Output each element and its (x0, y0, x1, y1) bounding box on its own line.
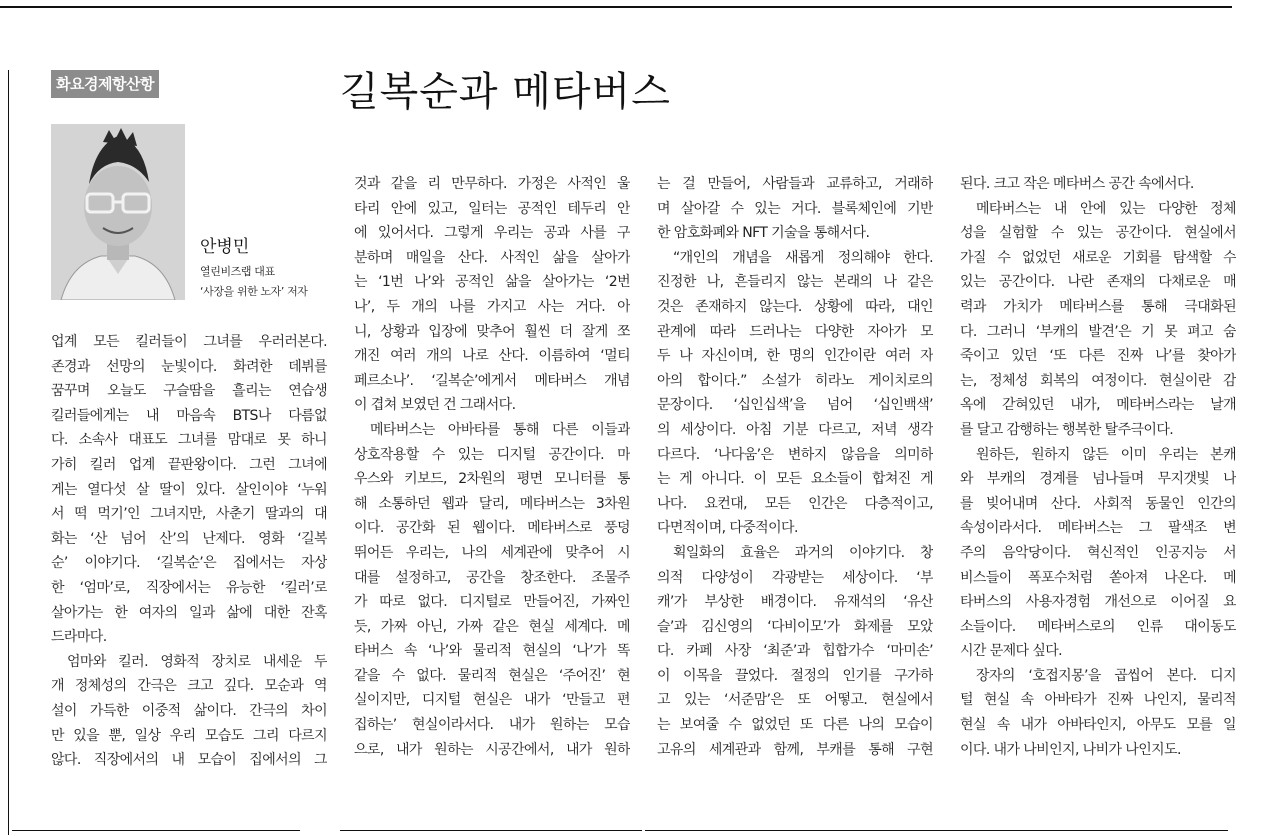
text-line: 획일화의 효율은 과거의 이야기다. 창 (673, 544, 933, 561)
text-line: 는 걸 만들어, 사람들과 교류하고, 거래하 (657, 176, 933, 192)
text-line: 으로, 내가 원하는 시공간에서, 내가 원하 (354, 741, 630, 758)
text-line: 력과 가치가 메타버스를 통해 극대화된 (960, 298, 1236, 315)
text-line: 는, 정체성 회복의 여정이다. 현실이란 감 (960, 372, 1236, 389)
text-line: 를 달고 감행하는 행복한 탈주극이다. (960, 421, 1174, 438)
text-line: 며 살아갈 수 있는 거다. 블록체인에 기반 (657, 200, 933, 217)
text-line: 서 떡 먹기’인 그녀지만, 사춘기 딸과의 대 (51, 506, 327, 523)
text-line: 성을 실험할 수 있는 공간이다. 현실에서 (960, 225, 1236, 242)
text-line: 해 소통하던 웹과 달리, 메타버스는 3차원 (354, 495, 630, 512)
text-line: 화는 ‘산 넘어 산’의 난제다. 영화 ‘길복 (51, 530, 327, 547)
text-line: 옥에 갇혀있던 내가, 메타버스라는 날개 (960, 397, 1236, 414)
text-line: 드라마다. (51, 629, 107, 646)
article-column-2 (354, 172, 630, 762)
bottom-divider-1 (12, 830, 300, 831)
text-line: 설이 가득한 이중적 삶이다. 간극의 차이 (51, 702, 327, 719)
text-line: 소들이다. 메타버스로의 인류 대이동도 (960, 618, 1236, 635)
text-line: 타버스 속 ‘나’와 물리적 현실의 ‘나’가 똑 (354, 643, 630, 660)
bottom-divider-4 (950, 830, 1228, 831)
author-portrait-icon (51, 124, 185, 300)
text-line: 슬’과 김신영의 ‘다비이모’가 화제를 모았 (657, 618, 933, 635)
article-column-1 (51, 330, 327, 773)
text-line: 업계 모든 킬러들이 그녀를 우러러본다. (51, 334, 327, 350)
text-line: 다르다. ‘나다움’은 변하지 않음을 의미하 (657, 446, 933, 463)
text-line: 이 겹쳐 보였던 건 그래서다. (354, 397, 516, 414)
text-line: 꿈꾸며 오늘도 구슬땀을 흘리는 연습생 (51, 383, 327, 400)
author-book: ‘사장을 위한 노자’ 저자 (200, 285, 308, 298)
text-line: 문장이다. ‘십인십색’을 넘어 ‘십인백색’ (657, 397, 933, 414)
text-line: 고유의 세계관과 함께, 부캐를 통해 구현 (657, 741, 933, 758)
text-line: 대를 설정하고, 공간을 창조한다. 조물주 (354, 569, 630, 586)
section-tag: 화요경제항산항심 (51, 70, 159, 98)
text-line: 와 부캐의 경계를 넘나들며 무지갯빛 나 (960, 471, 1236, 488)
text-line: 관계에 따라 드러나는 다양한 자아가 모 (657, 323, 933, 340)
text-line: 에 있어서다. 그렇게 우리는 공과 사를 구 (354, 225, 630, 242)
text-line: 한 암호화폐와 NFT 기술을 통해서다. (657, 225, 870, 242)
text-line: 킬러들에게는 내 마음속 BTS나 다름없 (51, 407, 327, 424)
article-column-3 (657, 172, 933, 762)
text-line: 속성이라서다. 메타버스는 그 팔색조 변 (960, 520, 1236, 537)
text-line: 이다. 공간화 된 웹이다. 메타버스로 풍덩 (354, 520, 630, 537)
text-line: 나’, 두 개의 나를 가지고 사는 거다. 아 (354, 298, 630, 315)
text-line: 이 이목을 끌었다. 절정의 인기를 구가하 (657, 667, 933, 684)
text-line: 개 정체성의 간극은 크고 깊다. 모순과 역 (51, 678, 327, 695)
text-line: 듯, 가짜 아닌, 가짜 같은 현실 세계다. 메 (354, 618, 630, 635)
text-line: 실이지만, 디지털 현실은 내가 ‘만들고 편 (354, 692, 630, 709)
author-photo (51, 124, 185, 300)
text-line: 다면적이며, 다중적이다. (657, 520, 798, 537)
text-line: 죽이고 있던 ‘또 다른 진짜 나’를 찾아가 (960, 348, 1236, 365)
text-line: 시간 문제다 싶다. (960, 643, 1063, 660)
left-divider (8, 70, 9, 835)
text-line: 원하든, 원하지 않든 이미 우리는 본캐 (976, 446, 1236, 463)
text-line: 비스들이 폭포수처럼 쏟아져 나온다. 메 (960, 569, 1236, 586)
text-line: 가 따로 없다. 디지털로 만들어진, 가짜인 (354, 594, 630, 611)
article-column-4 (960, 172, 1236, 762)
text-line: 다. 그러니 ‘부캐의 발견’은 기 못 펴고 숨 (960, 323, 1236, 340)
text-line: 를 빚어내며 산다. 사회적 동물인 인간의 (960, 495, 1236, 512)
text-line: 는 보여줄 수 없었던 또 다른 나의 모습이 (657, 717, 933, 734)
text-line: 장자의 ‘호접지몽’을 곱씹어 본다. 디지 (976, 667, 1236, 684)
text-line: 는 게 아니다. 이 모든 요소들이 합쳐진 게 (657, 471, 933, 488)
text-line: 것과 같을 리 만무하다. 가정은 사적인 울 (354, 176, 630, 192)
text-line: 우스와 키보드, 2차원의 평면 모니터를 통 (354, 471, 630, 488)
text-line: 살아가는 한 여자의 일과 삶에 대한 잔혹 (51, 604, 327, 621)
text-line: 는 ‘1번 나’와 공적인 삶을 살아가는 ‘2번 (354, 274, 630, 291)
text-line: 진정한 나, 흔들리지 않는 본래의 나 같은 (657, 274, 933, 291)
author-name: 안병민 (200, 237, 250, 257)
text-line: 분하며 매일을 산다. 사적인 삶을 살아가 (354, 249, 630, 266)
text-line: 의 세상이다. 아침 기분 다르고, 저녁 생각 (657, 421, 933, 438)
text-line: 다. 카페 사장 ‘최준’과 힙합가수 ‘마미손’ (657, 643, 933, 660)
text-line: 뛰어든 우리는, 나의 세계관에 맞추어 시 (354, 544, 630, 561)
text-line: 개진 여러 개의 나로 산다. 이름하여 ‘멀티 (354, 348, 630, 365)
author-title: 열린비즈랩 대표 (200, 265, 275, 278)
text-line: 게는 열다섯 살 딸이 있다. 살인이야 ‘누워 (51, 481, 327, 498)
text-line: 만 있을 뿐, 일상 우리 모습도 그리 다르지 (51, 727, 327, 744)
text-line: 의적 다양성이 각광받는 세상이다. ‘부 (657, 569, 933, 586)
text-line: 털 현실 속 아바타가 진짜 나인지, 물리적 (960, 692, 1236, 709)
text-line: 엄마와 킬러. 영화적 장치로 내세운 두 (67, 653, 327, 670)
text-line: 않다. 직장에서의 내 모습이 집에서의 그 (51, 752, 327, 769)
text-line: 같을 수 없다. 물리적 현실은 ‘주어진’ 현 (354, 667, 630, 684)
text-line: 존경과 선망의 눈빛이다. 화려한 데뷔를 (51, 358, 327, 375)
text-line: 상호작용할 수 있는 디지털 공간이다. 마 (354, 446, 630, 463)
text-line: 있는 공간이다. 나란 존재의 다채로운 매 (960, 274, 1236, 291)
text-line: 페르소나’. ‘길복순’에게서 메타버스 개념 (354, 372, 630, 389)
text-line: 고 있는 ‘서준맘’은 또 어떻고. 현실에서 (657, 692, 933, 709)
text-line: 메타버스는 내 안에 있는 다양한 정체 (976, 200, 1236, 217)
bottom-divider-3 (645, 830, 955, 831)
author-byline (200, 236, 340, 302)
text-line: 니, 상황과 입장에 맞추어 훨씬 더 잘게 쪼 (354, 323, 630, 340)
text-line: “개인의 개념을 새롭게 정의해야 한다. (673, 249, 933, 266)
text-line: 캐’가 부상한 배경이다. 유재석의 ‘유산 (657, 594, 933, 611)
text-line: 집하는’ 현실이라서다. 내가 원하는 모습 (354, 717, 630, 734)
text-line: 두 나 자신이며, 한 명의 인간이란 여러 자 (657, 348, 933, 365)
text-line: 순’ 이야기다. ‘길복순’은 집에서는 자상 (51, 555, 327, 572)
text-line: 된다. 크고 작은 메타버스 공간 속에서다. (960, 176, 1194, 192)
text-line: 타버스의 사용자경험 개선으로 이어질 요 (960, 594, 1236, 611)
text-line: 가히 킬러 업계 끝판왕이다. 그런 그녀에 (51, 456, 327, 473)
text-line: 타리 안에 있고, 일터는 공적인 테두리 안 (354, 200, 630, 217)
top-divider (0, 6, 1232, 8)
article-headline: 길복순과 메타버스 (340, 69, 671, 115)
text-line: 이다. 내가 나비인지, 나비가 나인지도. (960, 741, 1181, 758)
text-line: 메타버스는 아바타를 통해 다른 이들과 (370, 421, 630, 438)
text-line: 가질 수 없었던 새로운 기회를 탐색할 수 (960, 249, 1236, 266)
text-line: 아의 합이다.” 소설가 히라노 게이치로의 (657, 372, 933, 389)
text-line: 주의 음악당이다. 혁신적인 인공지능 서 (960, 544, 1236, 561)
text-line: 다. 소속사 대표도 그녀를 맘대로 못 하니 (51, 432, 327, 449)
bottom-divider-2 (340, 830, 642, 831)
text-line: 것은 존재하지 않는다. 상황에 따라, 대인 (657, 298, 933, 315)
text-line: 한 ‘엄마’로, 직장에서는 유능한 ‘킬러’로 (51, 579, 327, 596)
text-line: 현실 속 내가 아바타인지, 아무도 모를 일 (960, 717, 1236, 734)
text-line: 나다. 요컨대, 모든 인간은 다층적이고, (657, 495, 933, 512)
